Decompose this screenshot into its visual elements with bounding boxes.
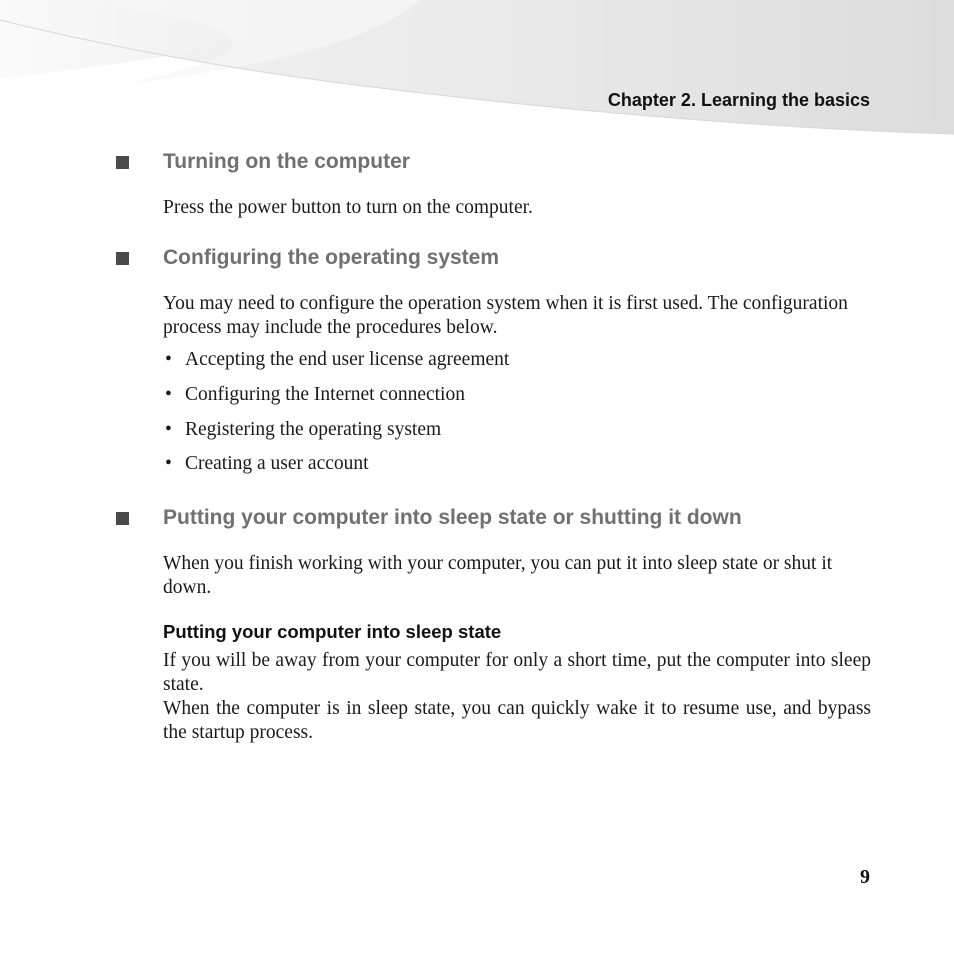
list-item-text: Registering the operating system bbox=[185, 419, 442, 440]
bullet-dot-icon: • bbox=[165, 349, 172, 370]
section-body-text: You may need to configure the operation system when it is first used. The configuration process may include the procedures below. bbox=[163, 293, 848, 338]
bullet-dot-icon: • bbox=[165, 419, 172, 440]
list-item-text: Configuring the Internet connection bbox=[185, 384, 465, 405]
list-item-text: Accepting the end user license agreement bbox=[185, 349, 510, 370]
section-heading-sleep-or-shutdown bbox=[116, 506, 742, 530]
chapter-title: Chapter 2. Learning the basics bbox=[607, 90, 870, 110]
section-heading-text: Turning on the computer bbox=[163, 150, 410, 173]
section-heading-turning-on bbox=[116, 150, 410, 174]
section-body-text: When you finish working with your computer, you can put it into sleep state or shut it down. bbox=[163, 553, 833, 598]
section-heading-configuring-os bbox=[116, 246, 499, 270]
square-bullet-icon bbox=[116, 512, 129, 525]
section-heading-text: Putting your computer into sleep state or shutting it down bbox=[163, 506, 742, 529]
list-item-text: Creating a user account bbox=[185, 453, 369, 474]
list-item bbox=[165, 383, 465, 407]
square-bullet-icon bbox=[116, 252, 129, 265]
header-swoosh-decoration bbox=[0, 0, 954, 140]
bullet-dot-icon: • bbox=[165, 384, 172, 405]
bullet-dot-icon: • bbox=[165, 453, 172, 474]
page-number: 9 bbox=[860, 866, 870, 888]
subsection-heading: Putting your computer into sleep state bbox=[163, 621, 502, 642]
section-heading-text: Configuring the operating system bbox=[163, 246, 500, 269]
subsection-paragraph: When the computer is in sleep state, you can quickly wake it to resume use, and bypass the startup process. bbox=[163, 698, 871, 743]
subsection-paragraph: If you will be away from your computer for only a short time, put the computer into sleep state. bbox=[163, 650, 871, 695]
list-item bbox=[165, 452, 369, 476]
list-item bbox=[165, 348, 509, 372]
section-body-text: Press the power button to turn on the computer. bbox=[163, 197, 533, 218]
square-bullet-icon bbox=[116, 156, 129, 169]
list-item bbox=[165, 418, 441, 442]
